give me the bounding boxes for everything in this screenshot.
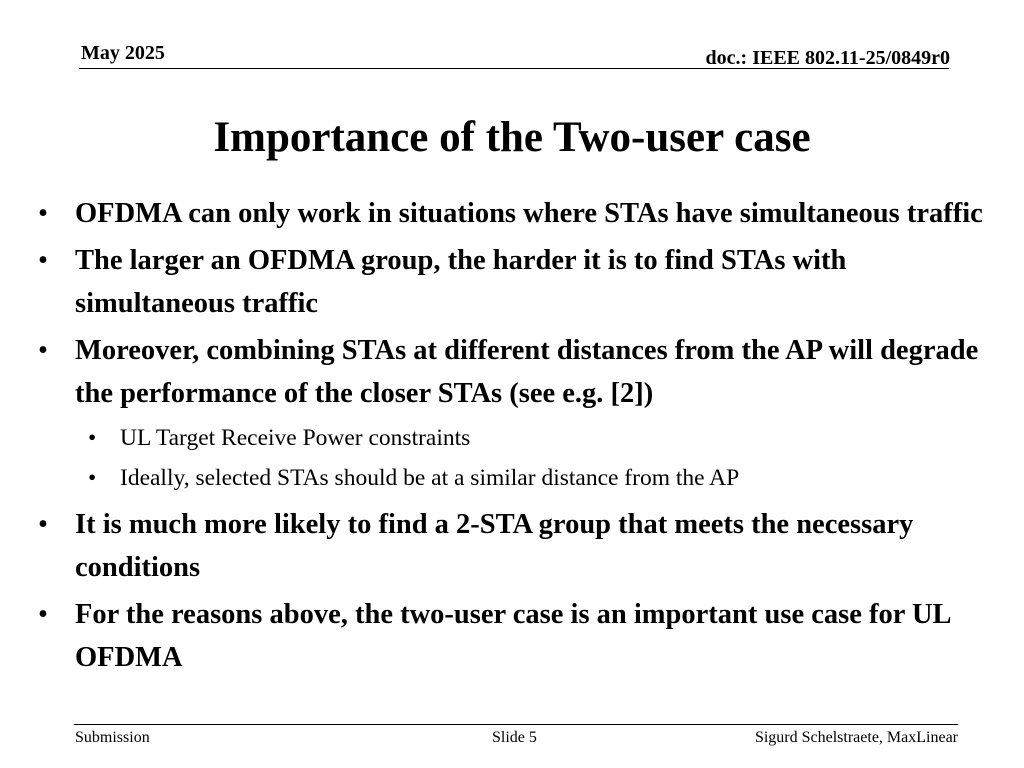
bullet-icon: • — [38, 599, 48, 630]
footer-divider — [74, 724, 958, 725]
header-divider — [79, 68, 949, 69]
bullet-item — [38, 329, 998, 415]
header-document-id: doc.: IEEE 802.11-25/0849r0 — [705, 47, 950, 69]
sub-bullet-icon: • — [88, 425, 97, 451]
bullet-icon: • — [38, 335, 48, 366]
bullet-item — [38, 239, 998, 325]
footer-author: Sigurd Schelstraete, MaxLinear — [754, 729, 958, 746]
slide-body — [38, 192, 998, 683]
sub-bullet-item — [38, 419, 998, 457]
bullet-icon: • — [38, 509, 48, 540]
slide-title: Importance of the Two-user case — [213, 114, 811, 161]
sub-bullet-icon: • — [88, 465, 97, 491]
bullet-item — [38, 503, 998, 589]
footer-slide-number: Slide 5 — [492, 729, 537, 746]
sub-bullet-item — [38, 459, 998, 497]
bullet-icon: • — [38, 198, 48, 229]
bullet-item — [38, 593, 998, 679]
bullet-text: Moreover, combining STAs at different distances from the AP will degrade the performance of the closer STAs (see e.g. [2]) — [75, 335, 979, 409]
bullet-icon: • — [38, 245, 48, 276]
footer-submission: Submission — [75, 729, 150, 746]
bullet-text: For the reasons above, the two-user case is an important use case for UL OFDMA — [75, 599, 950, 673]
sub-bullet-text: Ideally, selected STAs should be at a similar distance from the AP — [120, 465, 740, 491]
bullet-text: OFDMA can only work in situations where STAs have simultaneous traffic — [75, 198, 983, 229]
bullet-text: The larger an OFDMA group, the harder it is to find STAs with simultaneous traffic — [75, 245, 847, 319]
bullet-text: It is much more likely to find a 2-STA group that meets the necessary conditions — [75, 509, 914, 583]
bullet-item — [38, 192, 998, 235]
header-date: May 2025 — [81, 42, 165, 64]
sub-bullet-text: UL Target Receive Power constraints — [120, 425, 471, 451]
sub-bullet-list — [38, 419, 998, 497]
